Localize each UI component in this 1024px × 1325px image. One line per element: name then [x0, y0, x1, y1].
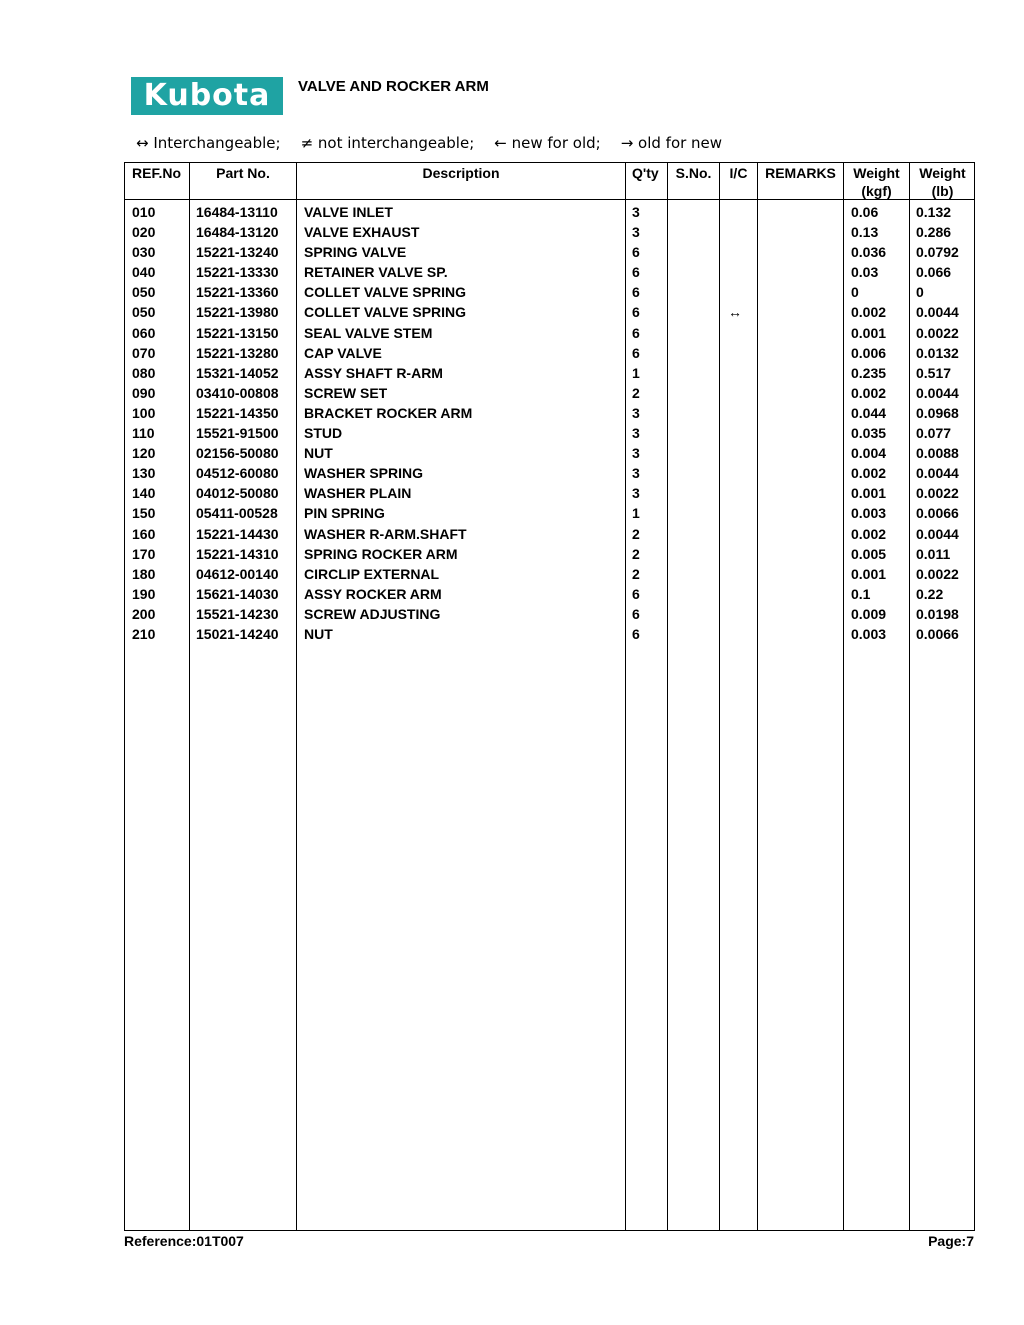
- cell-weight-kgf: 0.003: [851, 625, 887, 642]
- cell-qty: 3: [632, 445, 640, 462]
- cell-ref: 180: [132, 565, 156, 582]
- legend: [136, 134, 722, 152]
- cell-weight-kgf: 0.002: [851, 525, 887, 542]
- table-row: [125, 222, 974, 242]
- cell-description: BRACKET ROCKER ARM: [304, 404, 473, 421]
- table-row: [125, 524, 974, 544]
- cell-weight-lb: 0.0044: [916, 465, 959, 482]
- cell-weight-lb: 0.077: [916, 425, 952, 442]
- cell-weight-lb: 0.0198: [916, 605, 959, 622]
- legend-new-for-old: ← new for old;: [494, 134, 601, 152]
- cell-weight-lb: 0.22: [916, 585, 944, 602]
- cell-weight-lb: 0.0044: [916, 525, 959, 542]
- cell-description: SEAL VALVE STEM: [304, 324, 433, 341]
- table-row: [125, 282, 974, 302]
- cell-qty: 3: [632, 425, 640, 442]
- cell-weight-lb: 0.0968: [916, 404, 959, 421]
- cell-weight-lb: 0.132: [916, 204, 952, 220]
- cell-weight-kgf: 0.044: [851, 404, 887, 421]
- cell-part-no: 15621-14030: [196, 585, 279, 602]
- cell-weight-lb: 0.0066: [916, 625, 959, 642]
- cell-part-no: 15221-13240: [196, 244, 279, 261]
- table-row: [125, 383, 974, 403]
- cell-description: WASHER PLAIN: [304, 485, 412, 502]
- table-row: [125, 323, 974, 343]
- cell-description: WASHER R-ARM.SHAFT: [304, 525, 467, 542]
- cell-weight-lb: 0.066: [916, 264, 952, 281]
- table-row: [125, 564, 974, 584]
- cell-description: NUT: [304, 445, 333, 462]
- table-row: [125, 302, 974, 322]
- table-row: [125, 343, 974, 363]
- cell-weight-lb: 0.517: [916, 364, 952, 381]
- header-weight-lb: [910, 164, 975, 200]
- cell-description: SCREW ADJUSTING: [304, 605, 441, 622]
- legend-not-interchangeable: ≠ not interchangeable;: [300, 134, 475, 152]
- page-title: VALVE AND ROCKER ARM: [298, 78, 489, 95]
- cell-weight-kgf: 0.002: [851, 465, 887, 482]
- cell-qty: 3: [632, 404, 640, 421]
- header-weight-kgf-line2: (kgf): [861, 183, 892, 199]
- cell-weight-lb: 0.0044: [916, 384, 959, 401]
- cell-weight-kgf: 0.035: [851, 425, 887, 442]
- cell-weight-kgf: 0: [851, 284, 859, 301]
- legend-interchangeable: ↔ Interchangeable;: [136, 134, 281, 152]
- table-row: [125, 584, 974, 604]
- cell-weight-lb: 0.0022: [916, 324, 959, 341]
- cell-weight-kgf: 0.001: [851, 565, 887, 582]
- cell-ref: 040: [132, 264, 156, 281]
- cell-weight-lb: 0.0022: [916, 565, 959, 582]
- cell-weight-lb: 0.011: [916, 545, 951, 562]
- cell-qty: 6: [632, 605, 640, 622]
- cell-description: COLLET VALVE SPRING: [304, 284, 467, 301]
- cell-ref: 190: [132, 585, 156, 602]
- table-row: [125, 262, 974, 282]
- cell-description: VALVE INLET: [304, 204, 393, 220]
- cell-part-no: 15221-14350: [196, 404, 279, 421]
- cell-ref: 110: [132, 425, 155, 442]
- parts-table: [124, 162, 975, 1231]
- cell-ref: 120: [132, 445, 156, 462]
- cell-part-no: 15521-14230: [196, 605, 279, 622]
- table-row: [125, 363, 974, 383]
- table-body: [125, 202, 974, 644]
- cell-qty: 6: [632, 625, 640, 642]
- cell-qty: 1: [632, 364, 640, 381]
- cell-weight-lb: 0.0132: [916, 344, 959, 361]
- table-row: [125, 544, 974, 564]
- table-row: [125, 443, 974, 463]
- footer-page-number: Page:7: [928, 1233, 974, 1249]
- cell-part-no: 15321-14052: [196, 364, 279, 381]
- header-remarks: REMARKS: [765, 165, 836, 181]
- cell-ref: 010: [132, 204, 156, 220]
- cell-ref: 090: [132, 384, 156, 401]
- cell-qty: 6: [632, 284, 640, 301]
- cell-part-no: 15221-13150: [196, 324, 279, 341]
- cell-weight-kgf: 0.036: [851, 244, 887, 261]
- cell-qty: 6: [632, 324, 640, 341]
- cell-ref: 210: [132, 625, 156, 642]
- cell-part-no: 03410-00808: [196, 384, 279, 401]
- cell-weight-kgf: 0.009: [851, 605, 887, 622]
- cell-qty: 6: [632, 344, 640, 361]
- cell-part-no: 16484-13110: [196, 204, 278, 220]
- table-row: [125, 483, 974, 503]
- cell-ref: 160: [132, 525, 156, 542]
- header-weight-lb-line2: (lb): [931, 183, 954, 199]
- cell-qty: 3: [632, 465, 640, 482]
- cell-weight-kgf: 0.001: [851, 324, 887, 341]
- cell-weight-kgf: 0.1: [851, 585, 871, 602]
- cell-part-no: 15221-13280: [196, 344, 279, 361]
- cell-weight-lb: 0.286: [916, 224, 952, 241]
- cell-description: VALVE EXHAUST: [304, 224, 420, 241]
- table-row: [125, 463, 974, 483]
- cell-weight-kgf: 0.005: [851, 545, 887, 562]
- footer-reference: Reference:01T007: [124, 1233, 244, 1249]
- cell-part-no: 02156-50080: [196, 445, 279, 462]
- table-row: [125, 202, 974, 222]
- cell-ref: 080: [132, 364, 156, 381]
- header-sno: S.No.: [675, 165, 712, 181]
- cell-weight-lb: 0.0022: [916, 485, 959, 502]
- cell-weight-lb: 0.0088: [916, 445, 959, 462]
- cell-weight-lb: 0: [916, 284, 924, 301]
- cell-part-no: 15021-14240: [196, 625, 279, 642]
- cell-ref: 170: [132, 545, 156, 562]
- header-description: Description: [422, 165, 500, 181]
- cell-weight-kgf: 0.006: [851, 344, 887, 361]
- cell-part-no: 15221-13980: [196, 304, 279, 321]
- cell-weight-kgf: 0.001: [851, 485, 887, 502]
- table-row: [125, 624, 974, 644]
- cell-weight-lb: 0.0792: [916, 244, 959, 261]
- cell-description: ASSY ROCKER ARM: [304, 585, 442, 602]
- cell-ic: ↔: [728, 304, 742, 321]
- cell-description: ASSY SHAFT R-ARM: [304, 364, 443, 381]
- cell-ref: 200: [132, 605, 156, 622]
- cell-description: SCREW SET: [304, 384, 388, 401]
- cell-description: COLLET VALVE SPRING: [304, 304, 467, 321]
- cell-qty: 2: [632, 545, 640, 562]
- cell-ref: 140: [132, 485, 156, 502]
- cell-qty: 6: [632, 244, 640, 261]
- cell-qty: 2: [632, 384, 640, 401]
- cell-weight-kgf: 0.06: [851, 204, 879, 220]
- cell-weight-kgf: 0.002: [851, 384, 887, 401]
- cell-ref: 100: [132, 404, 156, 421]
- cell-part-no: 16484-13120: [196, 224, 279, 241]
- cell-description: WASHER SPRING: [304, 465, 424, 482]
- legend-old-for-new: → old for new: [620, 134, 723, 152]
- cell-part-no: 04512-60080: [196, 465, 279, 482]
- header-qty: Q'ty: [632, 165, 659, 181]
- cell-qty: 3: [632, 224, 640, 241]
- cell-weight-lb: 0.0066: [916, 505, 959, 522]
- cell-qty: 1: [632, 505, 640, 522]
- cell-ref: 050: [132, 304, 156, 321]
- cell-qty: 3: [632, 485, 640, 502]
- cell-qty: 6: [632, 264, 640, 281]
- cell-weight-kgf: 0.003: [851, 505, 887, 522]
- cell-part-no: 15221-13330: [196, 264, 279, 281]
- cell-qty: 6: [632, 585, 640, 602]
- cell-ref: 070: [132, 344, 156, 361]
- cell-description: RETAINER VALVE SP.: [304, 264, 448, 281]
- cell-qty: 2: [632, 525, 640, 542]
- cell-part-no: 05411-00528: [196, 505, 278, 522]
- cell-qty: 3: [632, 204, 640, 220]
- cell-part-no: 15521-91500: [196, 425, 279, 442]
- cell-weight-lb: 0.0044: [916, 304, 959, 321]
- cell-ref: 130: [132, 465, 156, 482]
- cell-ref: 150: [132, 505, 156, 522]
- header-weight-kgf: [844, 164, 909, 200]
- table-row: [125, 242, 974, 262]
- header-weight-lb-line1: Weight: [919, 165, 966, 181]
- cell-description: PIN SPRING: [304, 505, 385, 522]
- header-ic: I/C: [729, 165, 748, 181]
- table-row: [125, 503, 974, 523]
- table-row: [125, 423, 974, 443]
- cell-part-no: 15221-14310: [196, 545, 279, 562]
- cell-part-no: 15221-14430: [196, 525, 279, 542]
- cell-description: CAP VALVE: [304, 344, 382, 361]
- kubota-logo: [131, 77, 283, 115]
- logo-text: Kubota: [143, 78, 271, 113]
- cell-qty: 2: [632, 565, 640, 582]
- cell-ref: 060: [132, 324, 156, 341]
- cell-weight-kgf: 0.13: [851, 224, 879, 241]
- cell-ref: 020: [132, 224, 156, 241]
- cell-part-no: 04012-50080: [196, 485, 279, 502]
- cell-part-no: 04612-00140: [196, 565, 279, 582]
- table-row: [125, 604, 974, 624]
- cell-description: SPRING VALVE: [304, 244, 407, 261]
- cell-ref: 050: [132, 284, 156, 301]
- cell-weight-kgf: 0.004: [851, 445, 887, 462]
- table-row: [125, 403, 974, 423]
- cell-description: CIRCLIP EXTERNAL: [304, 565, 440, 582]
- header-weight-kgf-line1: Weight: [853, 165, 900, 181]
- header-part: Part No.: [216, 165, 270, 181]
- header-ref: REF.No: [132, 165, 181, 181]
- cell-description: NUT: [304, 625, 333, 642]
- cell-weight-kgf: 0.235: [851, 364, 887, 381]
- cell-description: STUD: [304, 425, 343, 442]
- cell-description: SPRING ROCKER ARM: [304, 545, 458, 562]
- cell-ref: 030: [132, 244, 156, 261]
- cell-qty: 6: [632, 304, 640, 321]
- cell-part-no: 15221-13360: [196, 284, 279, 301]
- cell-weight-kgf: 0.002: [851, 304, 887, 321]
- cell-weight-kgf: 0.03: [851, 264, 879, 281]
